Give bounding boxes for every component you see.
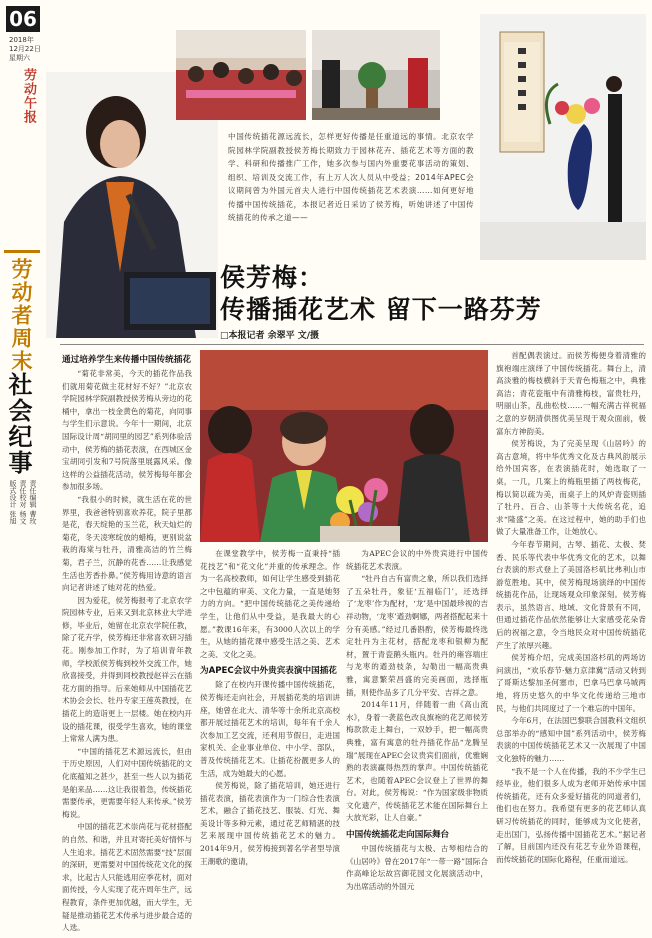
subheading: 中国传统插花走向国际舞台 xyxy=(346,830,450,841)
divider xyxy=(60,344,644,345)
paragraph: 为APEC会议的中外贵宾进行中国传统插花艺术表演。 xyxy=(346,549,488,571)
workshop-photo xyxy=(200,350,488,542)
date-day: 12月22日 xyxy=(9,45,41,53)
paragraph: “牡丹自古有富贵之象，所以我们选择了五朵牡丹，象征‘五福临门’，还选择了‘龙枣’作为配材，‘龙’是中国最珍视的吉祥动物，‘龙枣’遒劲婀娜，两者搭配起来十分有美感。”经过几番斟酌，侯芳梅最终选定牡丹为主花材，搭配龙枣和银柳为配材，置于青瓷鹅头瓶内。牡丹的雍容端庄与龙枣的遒劲枝条，勾勒出一幅高贵典雅，寓意繁荣昌盛的完美画面，选择瓶插，则使作品多了几分平安、吉祥之意。 xyxy=(346,574,488,697)
class-photo xyxy=(176,30,306,120)
headline-line-2: 传播插花艺术 留下一路芬芳 xyxy=(220,295,542,324)
paragraph: 除了在校内开课传播中国传统插花，侯芳梅还走向社会，开展插花类的培训讲座，她曾在北大、清华等十余所北京高校都开展过插花艺术的培训，每年有千余人次参加工艺交流，还利用节假日，走进国家机关、企业事业单位、中小学、部队，普及传统插花艺术。让插花扮靓更多人的生活，成为她最大的心愿。 xyxy=(200,680,340,778)
paragraph: 侯芳梅介绍，完成美国洛杉矶的两场访问演出，“欢乐春节·魅力京津冀”活动又转到了哥斯达黎加圣何塞市，巴拿马巴拿马城两地，将历史悠久的中华文化传递给三地市民，与他们共同度过了一个难忘的中国年。 xyxy=(496,653,646,713)
newspaper-logo: 劳动午报 xyxy=(21,68,36,124)
paragraph: “菊花非常美，今天的插花作品我们就用菊花做主花材好不好？”北京农学院园林学院副教授侯芳梅从旁边的花桶中，拿出一枝金黄色的菊花，向同事与学生们示意说。今年十一期间，北京国际设计周“胡同里的园艺”系列体验活动中，侯芳梅的插花表演，在西城区金宝胡同引发和7号院落里展露风采。像这样的公益插花活动，侯芳梅每年都会参加很多场。 xyxy=(62,369,192,492)
paragraph: 今年6月，在法国巴黎联合国教科文组织总部举办的“感知中国”系列活动中，侯芳梅表演的中国传统插花艺术又一次展现了中国文化独特的魅力…… xyxy=(496,716,646,763)
date-year: 2018年 xyxy=(9,36,34,44)
credit-proofread: 责任校对 杨文 xyxy=(19,480,27,525)
stage-photo xyxy=(312,30,440,120)
paragraph: “我不是一个人在传播，我的不少学生已经毕业，他们很多人成为老师开始传承中国传统插花，还有众多爱好插花的同道者们，他们也在努力。我希望有更多的花艺师认真研习传统插花的同时，能够成为文化使者，走出国门，弘扬传播中国插花艺术。”据记者了解，目前国内还没有花艺专业外语课程，而传统插花的国际化路程，任重而道远。 xyxy=(496,766,646,864)
article-column-4 xyxy=(496,350,646,934)
page-number: 06 xyxy=(6,6,40,32)
page-title: 社会纪事 xyxy=(4,372,33,476)
subheading: 通过培养学生来传播中国传统插花 xyxy=(62,355,191,365)
column-name: 劳动者周末 xyxy=(9,258,33,373)
paragraph: 中国传统插花与太极、古琴相结合的《山居吟》曾在2017年“一带一路”国际合作高峰论坛故宫御花园文化展演活动中，为出席活动的外国元 xyxy=(346,844,488,891)
article-column-3 xyxy=(346,548,488,934)
paragraph: 因为爱花，侯芳梅报考了北京农学院园林专业，后来又到北京林业大学进修，毕业后，她留在北京农学院任教，除了花卉学，侯芳梅还非常喜欢研习插花。刚参加工作时，为了培训青年教师，学校派侯芳梅到校外交流工作，她欣喜接受，并得到同校教授赵祥云在插花方面的指导。后来她师从中国插花艺术协会会长、牡丹专家王莲英教授，在插花上的造诣更上一层楼。她在校内开设的插花课，很受学生喜欢，她的课堂上常常人满为患。 xyxy=(62,595,192,744)
date-weekday: 星期六 xyxy=(9,54,30,62)
headline-line-1: 侯芳梅： xyxy=(220,263,325,292)
lead-paragraph: 中国传统插花源远流长，怎样更好传播是任重道远的事情。北京农学院园林学院副教授侯芳梅长期致力于园林花卉、插花艺术等方面的教学、科研和传播推广工作，她多次参与国内外重要花事活动的策划、组织、培训及交流工作，有上万人次人员从中受益；2014年APEC会议期间曾为外国元首夫人进行中国传统插花艺术表演……如何更好地传播中国传统插花，本报记者近日采访了侯芳梅，听她讲述了中国传统插花的传承之道—— xyxy=(228,132,474,222)
ikebana-performance-photo xyxy=(480,14,646,260)
article-column-2 xyxy=(200,548,340,934)
paragraph: 中国的插花艺术崇尚花与花材搭配的自然、和谐，并且对寄托美好情怀与人生追求。插花艺术固然需要“技”层面的深研，更需要对中国传统花文化的探求，比起古人只能逃用应季花材，面对面传授，今人实现了花卉周年生产，远程教育，条件更加优越，而大学生，无疑是推动插花艺术传承与进步最合适的人选。 xyxy=(62,822,192,933)
credit-design: 版式设计 张旭 xyxy=(9,480,17,525)
article-column-1 xyxy=(62,350,192,934)
paragraph: “中国的插花艺术源远流长，但由于历史原因，人们对中国传统插花的文化底蕴知之甚少，甚至一些人以为插花是舶来品……这让我很着急，传统插花需要传承，更需要年轻人来传承。”侯芳梅说。 xyxy=(62,746,192,819)
paragraph: 在课堂教学中，侯芳梅一直秉持“插花技艺”和“花文化”并重的传承理念。作为一名高校教师，如何让学生感受到插花之中包蕴的审美、文化力量，一直是她努力的方向。“把中国传统插花之美传递给学生，让他们从中受益，是我最大的心愿。”教课16年来，有3000人次以上的学生，从她的插花课中感受生活之美、艺术之美、文化之美。 xyxy=(200,549,340,659)
paragraph: 今年春节期间，古琴、插花、太极、焚香、民乐等代表中华优秀文化的艺术，以舞台表演的形式登上了美国洛杉矶比弗利山市游览胜地。其中，侯芳梅现场演绎的中国传统插花作品，让现场观众印象深刻。侯芳梅表示，虽然语言、地域、文化背景有不同，但通过插花作品依然能够让大家感受花朵背后的祝福之意，令当地民众对中国传统插花产生了浓厚兴趣。 xyxy=(496,539,646,650)
credit-editor: 责任编辑 曹玫 xyxy=(29,480,37,525)
paragraph: 首配偶表演过。而侯芳梅便身着清雅的旗袍端庄演绎了中国传统插花。舞台上，清高淡雅的梅枝横斜于天青色梅瓶之中，典雅高洁；青花瓷瓶中有清雅梅枝，富贵牡丹，明丽山茶，乱曲松枝……一幅充满古祥祝福之意的岁朝清供图优美呈现于观众面前，极富东方神韵美。 xyxy=(496,351,646,436)
paragraph: 侯芳梅说，除了插花培训，她还进行插花表演，插花表演作为一门综合性表演艺术，融合了插花技艺、服装、灯光、舞美设计等多种元素，通过花艺师精湛的技艺来展现中国传统插花艺术的魅力。2014年9月，侯芳梅接到著名学者型导演王潮歌的邀请， xyxy=(200,781,340,866)
issue-date xyxy=(9,36,49,63)
paragraph: 侯芳梅说，为了完美呈现《山居吟》的高古意境，将中华优秀文化及古典风韵展示给外国宾客，在表演插花时，她选取了一桌，一几，几案上的梅瓶里插了两枝梅花，梅以简以疏为美，而桌子上的风炉青瓷则插了牡丹、百合、山茶等十大传统名花，追求“隆盛”之美。在这过程中，她的助手们也做了大量准备工作，让她放心。 xyxy=(496,439,646,537)
subheading: 为APEC会议中外贵宾表演中国插花 xyxy=(200,666,337,677)
paragraph: “我很小的时候，就生活在花的世界里，我爸爸特别喜欢养花，院子里都是花，春天绽艳的玉兰花，秋天灿烂的菊花，冬天凌寒绽放的蜡梅，更别说盆栽的海棠与牡丹，清雅高洁的竹兰梅菊，君子兰，沉静的花香……让我感觉生活也芳香扑鼻。”侯芳梅用诗意的语言向记者讲述了她对花的热爱。 xyxy=(62,494,192,593)
credits xyxy=(8,480,37,570)
paragraph: 2014年11月，伴随着一曲《高山流水》，身着一袭蓝色改良旗袍的花艺师侯芳梅款款走上舞台，一双妙手，把一幅高贵典雅，富有寓意的牡丹插花作品“龙腾呈瑞”展现在APEC会议贵宾们面前，优雅娴熟的表演赢得热烈的掌声。中国传统插花艺术，也随着APEC会议登上了世界的舞台。对此，侯芳梅说：“作为国家级非物质文化遗产，传统插花艺术能在国际舞台上大放光彩，让人自豪。” xyxy=(346,700,488,823)
byline: □本报记者 余翠平 文/摄 xyxy=(220,331,320,341)
